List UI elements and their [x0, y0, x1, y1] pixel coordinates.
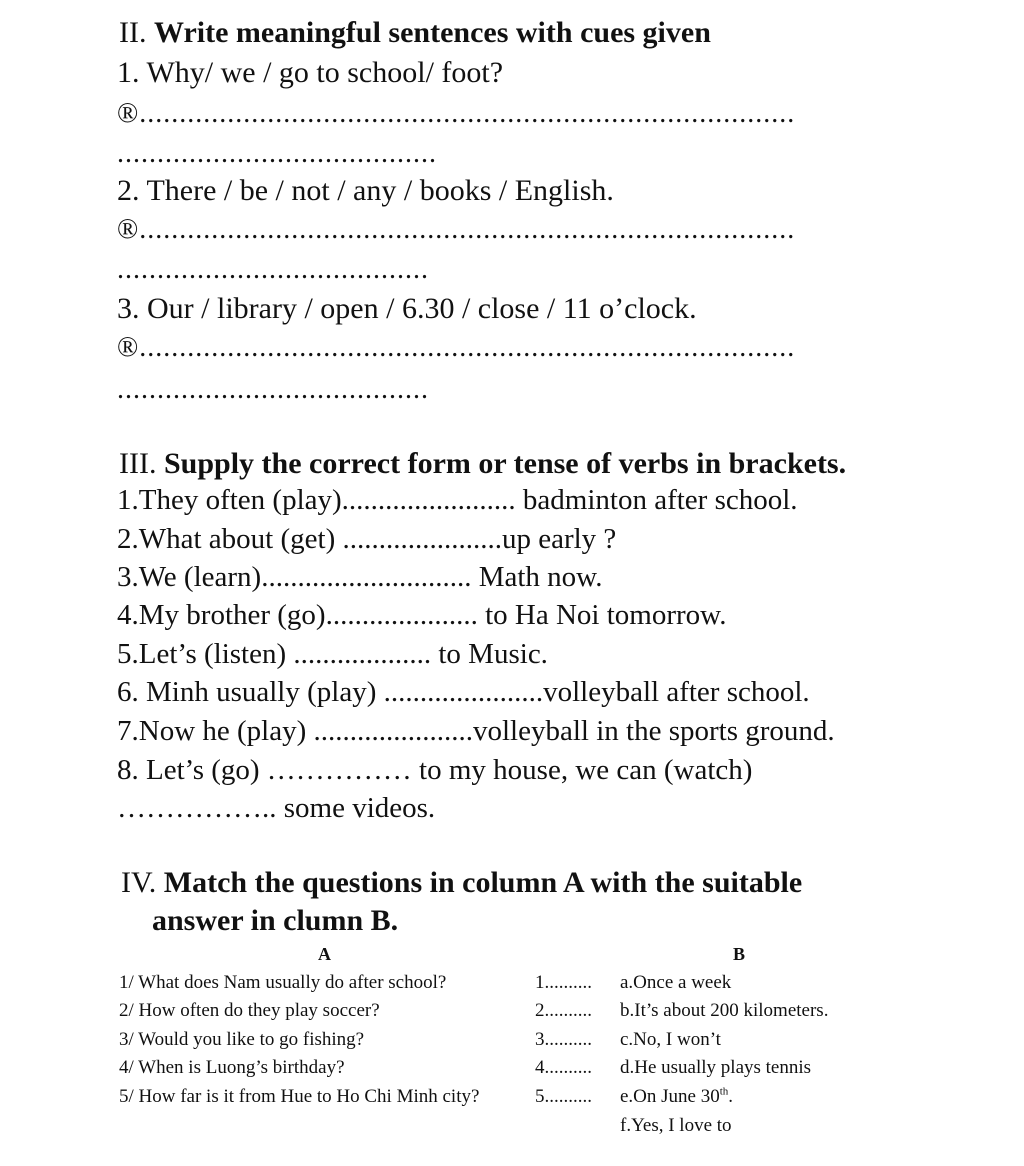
answer-a: a.Once a week: [620, 972, 732, 993]
answer-e-period: .: [728, 1086, 734, 1107]
match-blank-2[interactable]: 2..........: [535, 1000, 592, 1021]
answer-c: c.No, I won’t: [620, 1029, 721, 1050]
section-2-cue-1: 1. Why/ we / go to school/ foot?: [117, 56, 504, 89]
section-2-cue-3: 3. Our / library / open / 6.30 / close / 11 o’clock.: [117, 292, 697, 325]
verb-item-7: 7.Now he (play) ......................volleyball in the sports ground.: [117, 715, 835, 747]
column-a-header: A: [318, 944, 331, 964]
section-3-title: Supply the correct form or tense of verbs in brackets.: [163, 447, 847, 480]
match-blank-5[interactable]: 5..........: [535, 1086, 592, 1107]
section-2-answer-2-line-1[interactable]: ®..................................................................................: [117, 214, 796, 245]
section-2-title: Write meaningful sentences with cues given: [153, 16, 711, 49]
section-3-heading: [119, 449, 846, 479]
answer-e-suffix: th: [719, 1085, 729, 1098]
section-2-answer-1-line-1[interactable]: ®..................................................................................: [117, 98, 796, 129]
section-4-heading: [121, 868, 802, 898]
section-2-answer-2-line-2[interactable]: .......................................: [117, 254, 429, 285]
section-2-heading: [119, 18, 711, 48]
verb-item-1: 1.They often (play)........................ badminton after school.: [117, 484, 798, 516]
match-blank-4[interactable]: 4..........: [535, 1057, 592, 1078]
question-1: 1/ What does Nam usually do after school?: [119, 972, 447, 993]
question-2: 2/ How often do they play soccer?: [119, 1000, 380, 1021]
section-2-numeral: II.: [119, 16, 147, 49]
section-2-answer-3-line-1[interactable]: ®..................................................................................: [117, 332, 796, 363]
answer-e-text: e.On June 30: [620, 1086, 720, 1107]
section-3-numeral: III.: [119, 447, 157, 480]
section-4-numeral: IV.: [121, 866, 157, 899]
section-4-title-line-1: Match the questions in column A with the suitable: [163, 866, 803, 899]
column-b-header: B: [733, 944, 746, 964]
verb-item-2: 2.What about (get) ......................up early ?: [117, 523, 617, 555]
verb-item-5: 5.Let’s (listen) ................... to Music.: [117, 638, 548, 670]
answer-d: d.He usually plays tennis: [620, 1057, 812, 1078]
match-blank-3[interactable]: 3..........: [535, 1029, 592, 1050]
verb-item-6: 6. Minh usually (play) ......................volleyball after school.: [117, 676, 810, 708]
section-4-title-line-2: answer in clumn B.: [152, 904, 399, 937]
section-4-title-line-2-wrap: [152, 906, 398, 936]
match-blank-1[interactable]: 1..........: [535, 972, 592, 993]
section-2-answer-1-line-2[interactable]: ........................................: [117, 138, 437, 169]
question-4: 4/ When is Luong’s birthday?: [119, 1057, 345, 1078]
verb-item-8-continued: …………….. some videos.: [117, 792, 436, 824]
section-2-cue-2: 2. There / be / not / any / books / English.: [117, 174, 614, 207]
section-2-answer-3-line-2[interactable]: .......................................: [117, 374, 429, 405]
verb-item-3: 3.We (learn)............................. Math now.: [117, 561, 603, 593]
answer-b: b.It’s about 200 kilometers.: [620, 1000, 829, 1021]
verb-item-4: 4.My brother (go)..................... to Ha Noi tomorrow.: [117, 599, 727, 631]
answer-e: [620, 1087, 733, 1106]
question-5: 5/ How far is it from Hue to Ho Chi Minh city?: [119, 1086, 480, 1107]
answer-f: f.Yes, I love to: [620, 1115, 732, 1136]
verb-item-8: 8. Let’s (go) …………… to my house, we can (watch): [117, 754, 753, 786]
question-3: 3/ Would you like to go fishing?: [119, 1029, 365, 1050]
